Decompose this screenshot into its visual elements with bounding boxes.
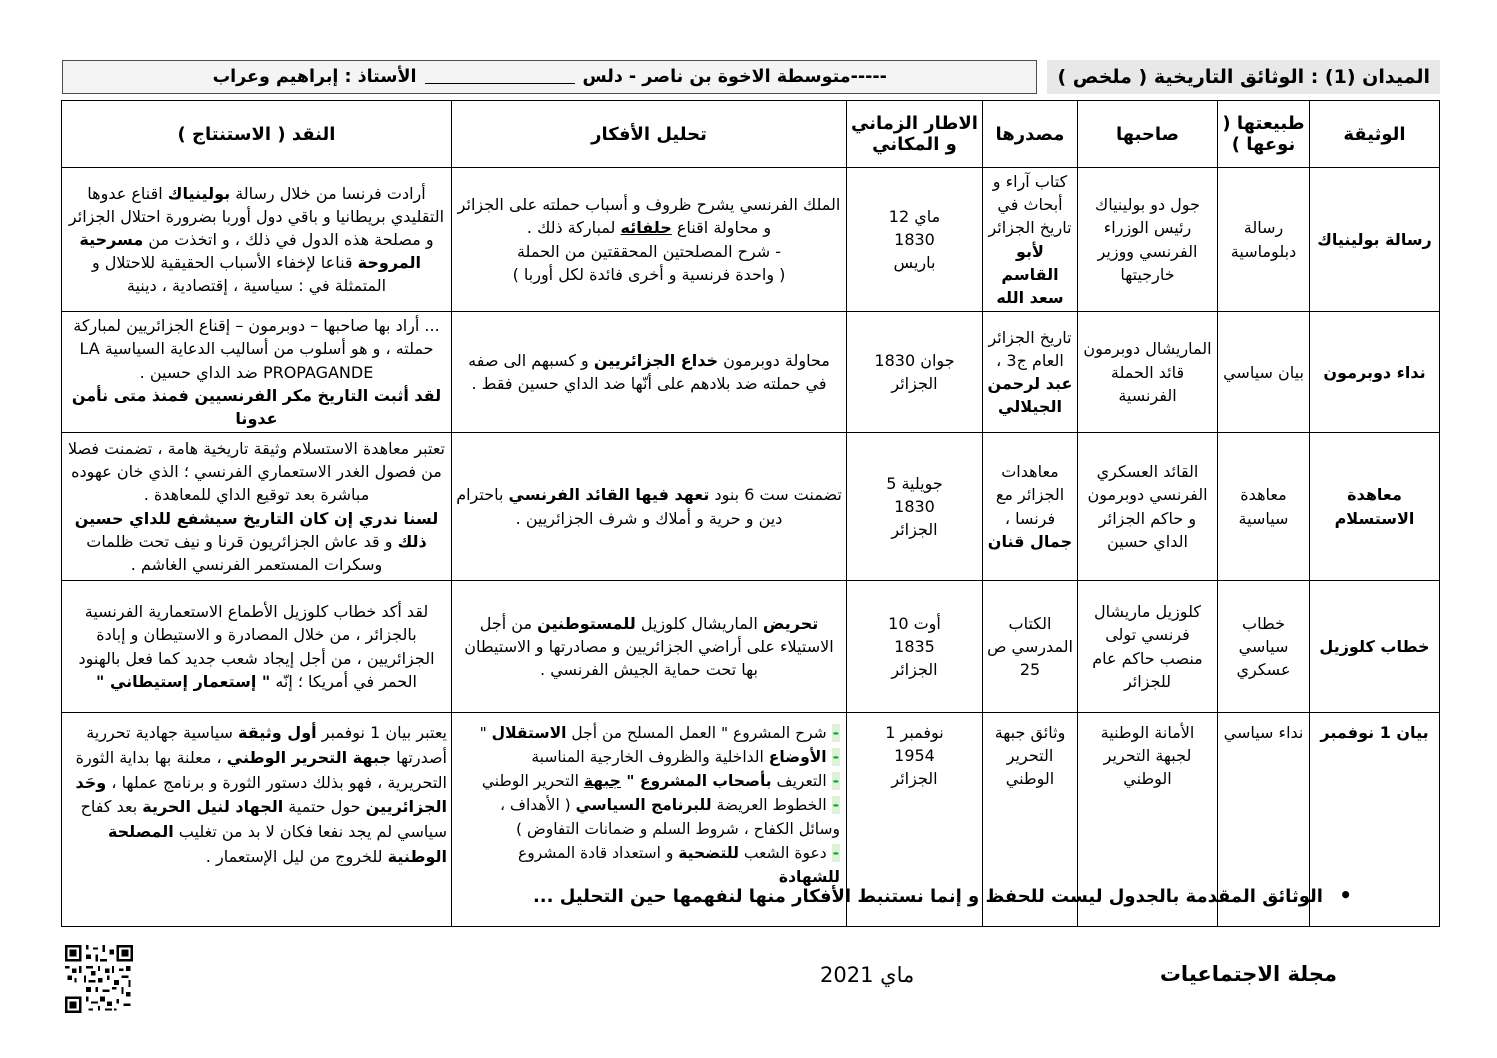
page-title: الميدان (1) : الوثائق التاريخية ( ملخص ) xyxy=(1047,60,1440,94)
cell-document: رسالة بولينياك xyxy=(1310,168,1440,312)
col-source: مصدرها xyxy=(983,101,1078,168)
cell-analysis: محاولة دوبرمون خداع الجزائريين و كسبهم الى صفه في حملته ضد بلادهم على أنّها ضد الداي حسين فقط . xyxy=(452,312,847,433)
documents-table xyxy=(61,100,1440,927)
cell-critique: يعتبر بيان 1 نوفمبر أول وثيقة سياسية جهادية تحررية أصدرتها جبهة التحرير الوطني ، معلنة بها بداية الثورة التحريرية ، فهو بذلك دستور الثورة و برنامج عملها ، وحَد الجزائريين حول حتمية الجهاد لنيل الحرية بعد كفاح سياسي لم يجد نفعا فكان لا بد من تغليب المصلحة الوطنية للخروج من ليل الإستعمار . xyxy=(62,713,452,927)
cell-timeframe: 10 أوت 1835 الجزائر xyxy=(847,581,983,713)
table-row xyxy=(62,312,1440,433)
bullet-icon: • xyxy=(1339,883,1352,907)
cell-document: بيان 1 نوفمبر xyxy=(1310,713,1440,927)
school-name: -----متوسطة الاخوة بن ناصر - دلس xyxy=(582,67,887,87)
cell-analysis: - شرح المشروع " العمل المسلح من أجل الاستقلال " - الأوضاع الداخلية والظروف الخارجية المناسبة - التعريف بأصحاب المشروع " جبهة التحرير الوطني - الخطوط العريضة للبرنامج السياسي ( الأهداف ، وسائل الكفاح ، شروط السلم و ضمانات التفاوض ) - دعوة الشعب للتضحية و استعداد قادة المشروع للشهادة xyxy=(452,713,847,927)
col-analysis: تحليل الأفكار xyxy=(452,101,847,168)
bottom-note xyxy=(62,883,1440,907)
cell-author: كلوزيل ماريشال فرنسي تولى منصب حاكم عام للجزائر xyxy=(1078,581,1218,713)
cell-critique: تعتبر معاهدة الاستسلام وثيقة تاريخية هامة ، تضمنت فصلا من فصول الغدر الاستعماري الفرنسي ؛ الذي خان عهوده مباشرة بعد توقيع الداي للمعاهدة . لسنا ندري إن كان التاريخ سيشفع للداي حسين ذلك و قد عاش الجزائريون قرنا و نيف تحت ظلمات وسكرات المستعمر الفرنسي الغاشم . xyxy=(62,433,452,581)
bottom-note-text: الوثائق المقدمة بالجدول ليست للحفظ و إنما نستنبط الأفكار منها لنفهمها حين التحليل ... xyxy=(532,886,1323,907)
cell-nature: نداء سياسي xyxy=(1218,713,1310,927)
cell-author: جول دو بولينياك رئيس الوزراء الفرنسي ووزير خارجيتها xyxy=(1078,168,1218,312)
col-nature: طبيعتها ( نوعها ) xyxy=(1218,101,1310,168)
table-row xyxy=(62,581,1440,713)
cell-critique: لقد أكد خطاب كلوزيل الأطماع الاستعمارية الفرنسية بالجزائر ، من خلال المصادرة و الاستيطان و إبادة الجزائريين ، من أجل إيجاد شعب جديد كما فعل بالهنود الحمر في أمريكا ؛ إنّه " إستعمار إستيطاني " xyxy=(62,581,452,713)
cell-source: كتاب آراء و أبحاث في تاريخ الجزائر لأبو القاسم سعد الله xyxy=(983,168,1078,312)
col-critique: النقد ( الاستنتاج ) xyxy=(62,101,452,168)
cell-nature: خطاب سياسي عسكري xyxy=(1218,581,1310,713)
school-info-box xyxy=(62,60,1037,94)
col-author: صاحبها xyxy=(1078,101,1218,168)
col-timeframe: الاطار الزماني و المكاني xyxy=(847,101,983,168)
cell-analysis: تحريض الماريشال كلوزيل للمستوطنين من أجل الاستيلاء على أراضي الجزائريين و مصادرتها و الاستيطان بها تحت حماية الجيش الفرنسي . xyxy=(452,581,847,713)
table-row xyxy=(62,433,1440,581)
table-header-row xyxy=(62,101,1440,168)
top-header xyxy=(62,60,1440,94)
cell-nature: رسالة دبلوماسية xyxy=(1218,168,1310,312)
cell-timeframe: 12 ماي 1830 باريس xyxy=(847,168,983,312)
magazine-name: مجلة الاجتماعيات xyxy=(1159,962,1337,986)
cell-author: الماريشال دوبرمون قائد الحملة الفرنسية xyxy=(1078,312,1218,433)
cell-author: القائد العسكري الفرنسي دوبرمون و حاكم الجزائر الداي حسين xyxy=(1078,433,1218,581)
col-document: الوثيقة xyxy=(1310,101,1440,168)
table-row xyxy=(62,168,1440,312)
cell-critique: ... أراد بها صاحبها – دوبرمون – إقناع الجزائريين لمباركة حملته ، و هو أسلوب من أساليب الدعاية السياسية LA PROPAGANDE ضد الداي حسين . لقد أثبت التاريخ مكر الفرنسيين فمنذ متى نأمن عدونا xyxy=(62,312,452,433)
cell-nature: معاهدة سياسية xyxy=(1218,433,1310,581)
cell-document: نداء دوبرمون xyxy=(1310,312,1440,433)
teacher-name: الأستاذ : إبراهيم وعراب xyxy=(212,67,417,87)
blank-underline xyxy=(425,70,575,84)
cell-document: خطاب كلوزيل xyxy=(1310,581,1440,713)
cell-timeframe: 1 نوفمبر 1954 الجزائر xyxy=(847,713,983,927)
cell-timeframe: جوان 1830 الجزائر xyxy=(847,312,983,433)
footer-date: ماي 2021 xyxy=(820,963,915,987)
cell-analysis: الملك الفرنسي يشرح ظروف و أسباب حملته على الجزائر و محاولة اقناع حلفائه لمباركة ذلك . - شرح المصلحتين المحققتين من الحملة ( واحدة فرنسية و أخرى فائدة لكل أوربا ) xyxy=(452,168,847,312)
cell-analysis: تضمنت ست 6 بنود تعهد فيها القائد الفرنسي باحترام دين و حرية و أملاك و شرف الجزائريين . xyxy=(452,433,847,581)
cell-source: الكتاب المدرسي ص 25 xyxy=(983,581,1078,713)
cell-timeframe: 5 جويلية 1830 الجزائر xyxy=(847,433,983,581)
cell-source: تاريخ الجزائر العام ج3 ، عبد لرحمن الجيلالي xyxy=(983,312,1078,433)
cell-source: معاهدات الجزائر مع فرنسا ، جمال قنان xyxy=(983,433,1078,581)
cell-nature: بيان سياسي xyxy=(1218,312,1310,433)
cell-document: معاهدة الاستسلام xyxy=(1310,433,1440,581)
cell-critique: أرادت فرنسا من خلال رسالة بولينياك اقناع عدوها التقليدي بريطانيا و باقي دول أوربا بضرورة احتلال الجزائر و مصلحة هذه الدول في ذلك ، و اتخذت من مسرحية المروحة قناعا لإخفاء الأسباب الحقيقية للاحتلال و المتمثلة في : سياسية ، إقتصادية ، دينية xyxy=(62,168,452,312)
cell-author: الأمانة الوطنية لجبهة التحرير الوطني xyxy=(1078,713,1218,927)
cell-source: وثائق جبهة التحرير الوطني xyxy=(983,713,1078,927)
qr-code xyxy=(65,945,133,1013)
